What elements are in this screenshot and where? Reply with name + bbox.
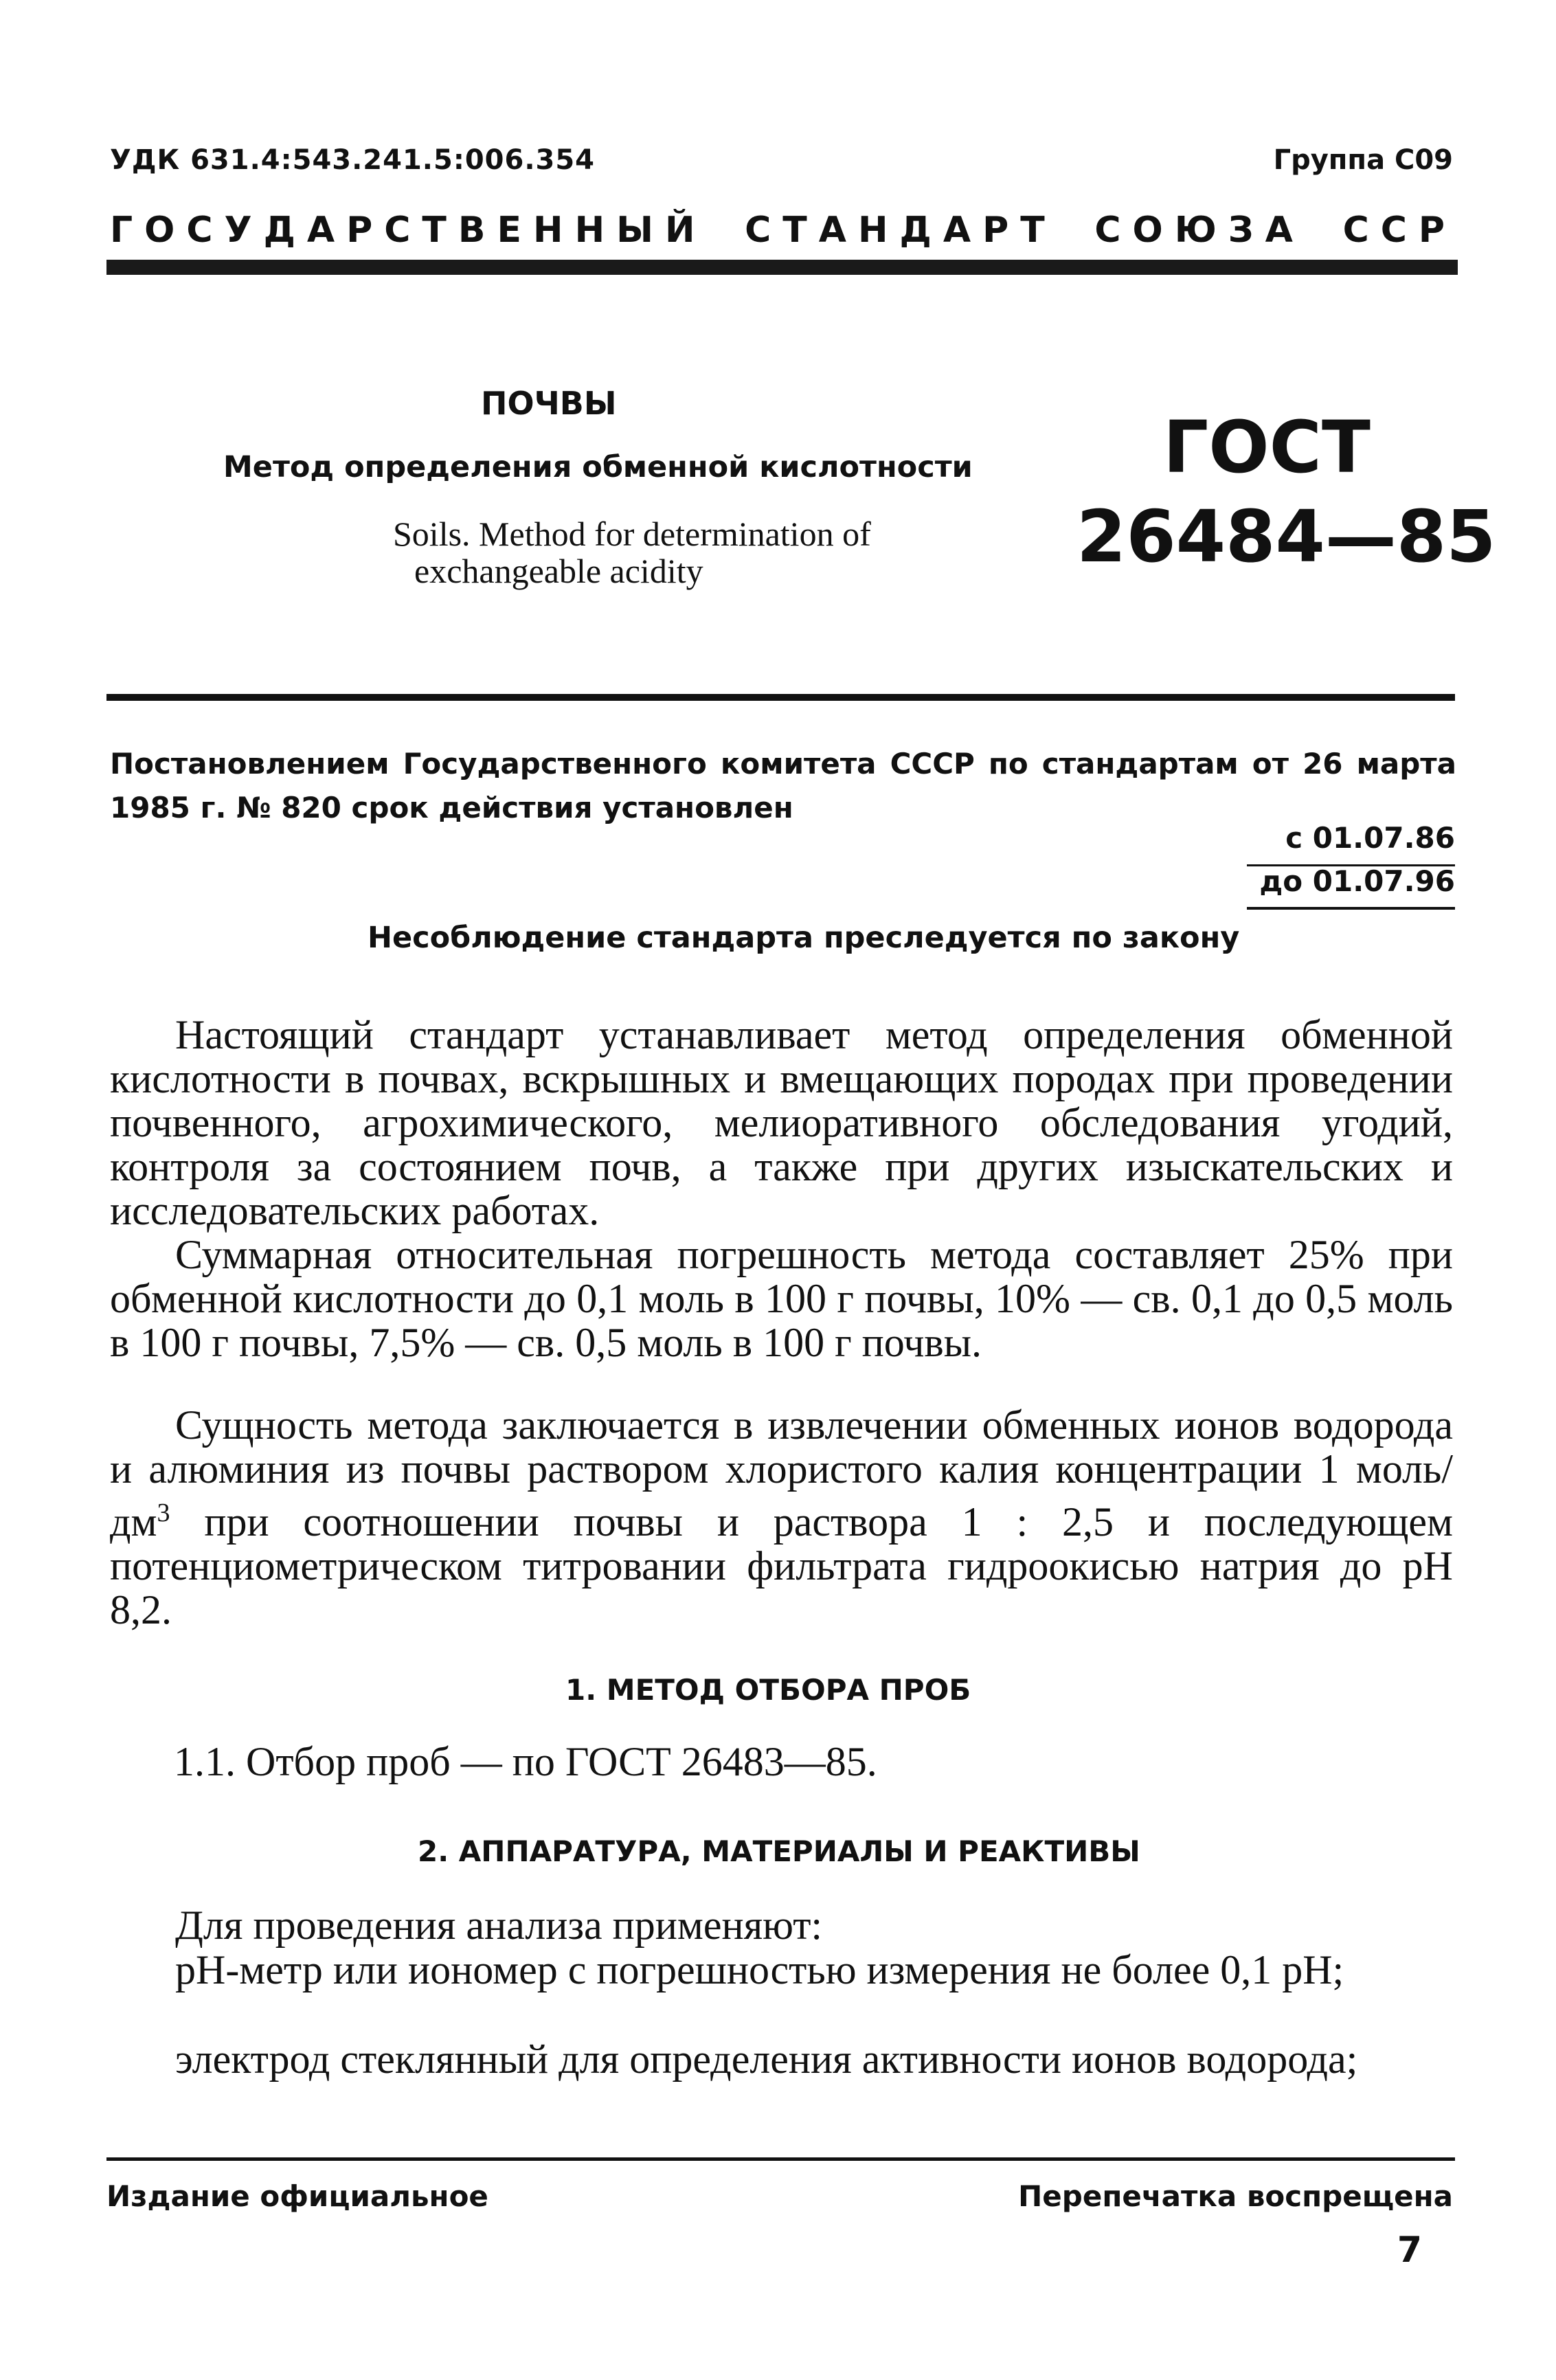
paragraph-text: pH-метр или иономер с погрешностью измерения не более 0,1 pH; [175,1947,1344,1992]
body-paragraph [110,1013,1453,1233]
standard-banner [110,210,1456,251]
body-paragraph [110,1903,1453,1947]
date-divider [1247,907,1455,910]
paragraph-text: электрод стеклянный для определения активности ионов водорода; [175,2036,1358,2082]
paragraph-text: Настоящий стандарт устанавливает метод определения обменной кислотности в почвах, вскрышных и вмещающих породах при проведении почвенного, агрохимического, мелиоративного обследования угодий, контроля за состоянием почв, а также при других изыскательских и исследовательских работах. [110,1012,1453,1233]
superscript: 3 [157,1498,170,1527]
body-paragraph [110,2037,1453,2081]
section-item: 1.1. Отбор проб — по ГОСТ 26483—85. [174,1739,877,1784]
group-code: Группа С09 [1273,144,1453,176]
section-heading: 2. АППАРАТУРА, МАТЕРИАЛЫ И РЕАКТИВЫ [418,1834,1140,1868]
paragraph-text: Суммарная относительная погрешность метода составляет 25% при обменной кислотности до 0,1 моль в 100 г почвы, 10% — св. 0,1 до 0,5 моль в 100 г почвы, 7,5% — св. 0,5 моль в 100 г почвы. [110,1232,1453,1365]
udk-code: УДК 631.4:543.241.5:006.354 [110,144,596,176]
effective-date-to: до 01.07.96 [1259,864,1455,898]
document-title: ПОЧВЫ [481,385,617,422]
paragraph-text: Сущность метода заключается в извлечении обменных ионов водорода и алюминия из почвы раствором хлористого калия концентрации 1 моль/дм [110,1402,1453,1545]
gost-number: 26484—85 [1076,495,1496,579]
banner-word: ГОСУДАРСТВЕННЫЙ [110,210,707,251]
gost-label: ГОСТ [1163,405,1371,489]
banner-word: СОЮЗА [1094,210,1305,251]
section-heading: 1. МЕТОД ОТБОРА ПРОБ [565,1673,971,1707]
banner-word: ССР [1342,210,1456,251]
banner-word: СТАНДАРТ [745,210,1057,251]
banner-bar [106,260,1458,275]
paragraph-text: при соотношении почвы и раствора 1 : 2,5 и последующем потенциометрическом титровании фильтрата гидроокисью натрия до pH 8,2. [110,1499,1453,1632]
title-divider [106,694,1455,701]
edition-label: Издание официальное [106,2179,488,2213]
body-paragraph [110,1948,1453,1992]
page-number: 7 [1397,2230,1422,2271]
non-compliance-notice: Несоблюдение стандарта преследуется по закону [368,921,1240,955]
title-subtitle-en: exchangeable acidity [414,552,703,590]
footer-divider [106,2157,1455,2161]
reprint-notice: Перепечатка воспрещена [1018,2179,1453,2213]
body-paragraph [110,1233,1453,1365]
effective-date-from: с 01.07.86 [1285,821,1455,855]
title-subtitle-en: Soils. Method for determination of [393,515,871,553]
title-subtitle-ru: Метод определения обменной кислотности [223,450,973,484]
body-paragraph [110,1403,1453,1632]
paragraph-text: Для проведения анализа применяют: [175,1902,823,1948]
decree-text: Постановлением Государственного комитета СССР по стандартам от 26 марта 1985 г. № 820 срок действия установлен [110,747,1456,824]
